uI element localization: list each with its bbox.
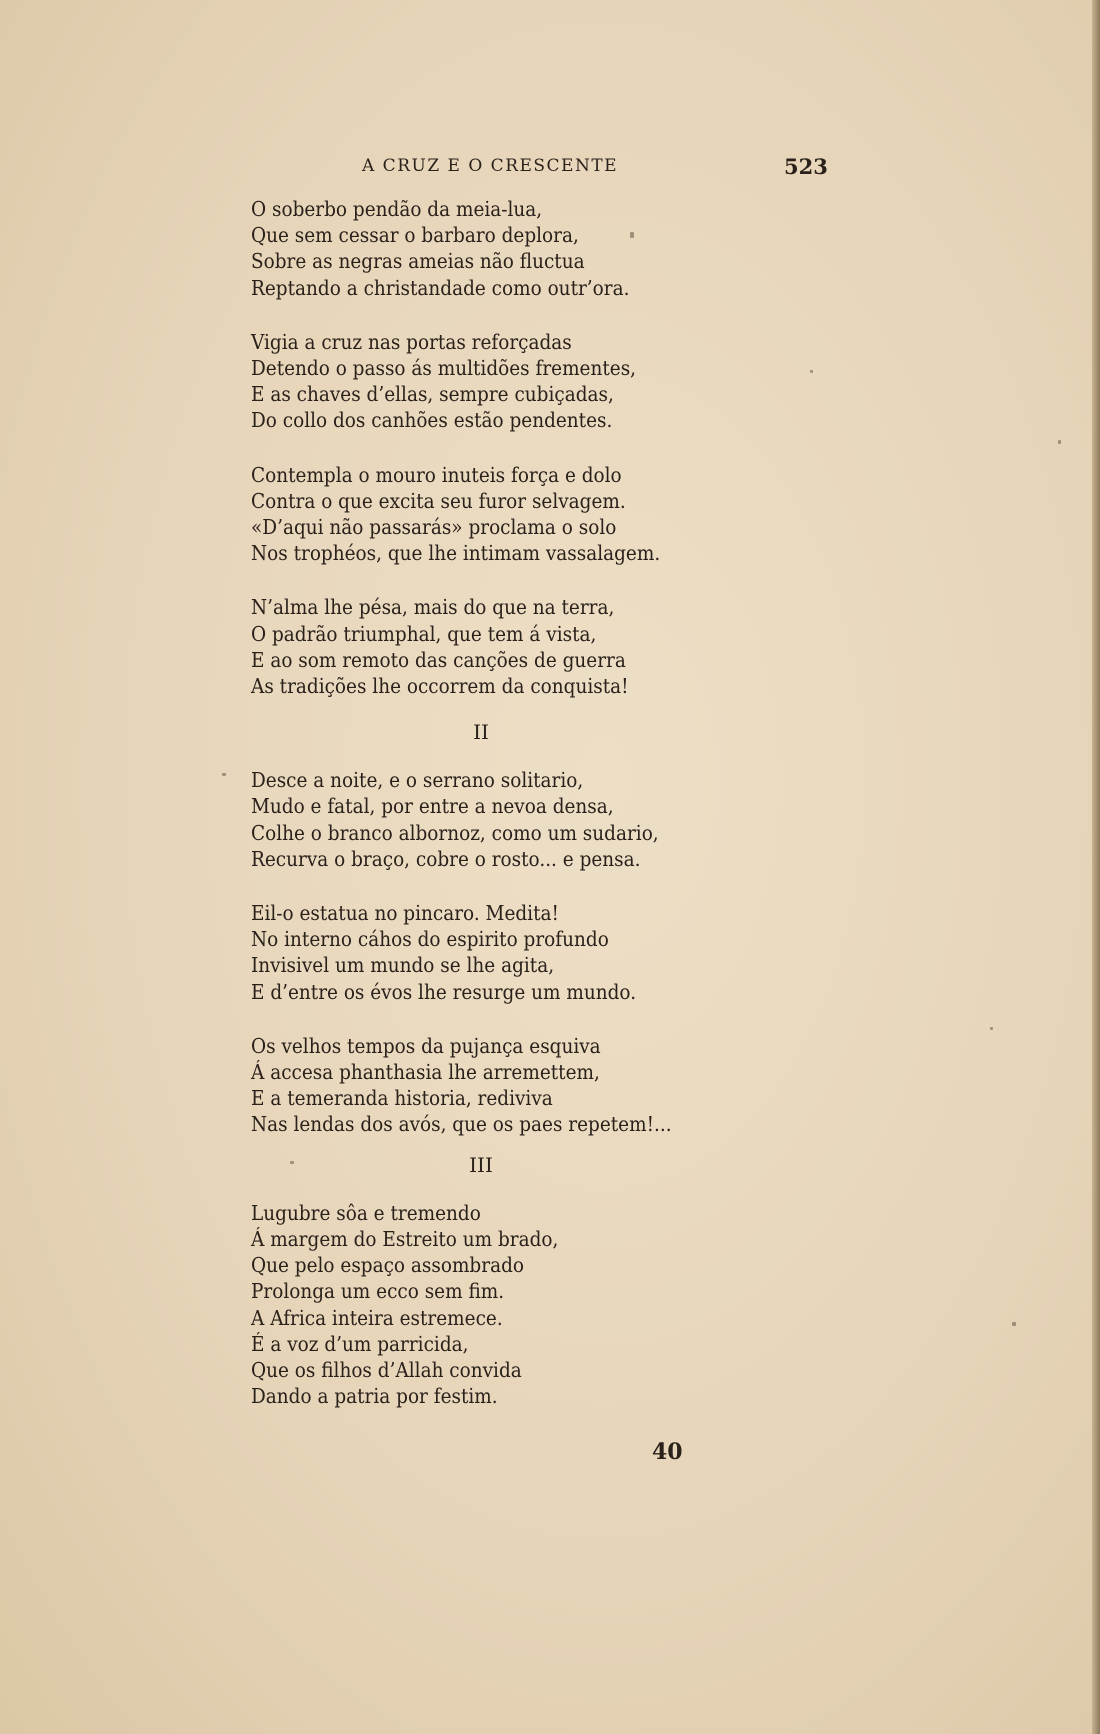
verse-line: O soberbo pendão da meia-lua, — [251, 197, 543, 221]
verse-line: E a temeranda historia, rediviva — [251, 1086, 553, 1111]
section-heading-iii: III — [469, 1152, 493, 1177]
verse-line: Contempla o mouro inuteis força e dolo — [251, 462, 622, 487]
verse-line: Á margem do Estreito um brado, — [251, 1226, 559, 1251]
verse-line: Prolonga um ecco sem fim. — [251, 1279, 505, 1304]
stanza — [251, 900, 811, 1005]
verse-line: Eil-o estatua no pincaro. Medita! — [251, 901, 559, 926]
running-head: A CRUZ E O CRESCENTE — [362, 156, 619, 176]
paper-speck — [1012, 1322, 1016, 1326]
verse-line: Os velhos tempos da pujança esquiva — [251, 1033, 601, 1058]
verse-line: Vigia a cruz nas portas reforçadas — [251, 329, 572, 354]
verse-line: As tradições lhe occorrem da conquista! — [251, 674, 629, 699]
stanza — [251, 196, 811, 301]
verse-line: N’alma lhe pésa, mais do que na terra, — [251, 595, 615, 620]
verse-line: Desce a noite, e o serrano solitario, — [251, 768, 584, 793]
stanza — [251, 1033, 811, 1138]
verse-line: Recurva o braço, cobre o rosto... e pensa. — [251, 846, 641, 871]
verse-line: Contra o que excita seu furor selvagem. — [251, 488, 626, 513]
verse-line: Que sem cessar o barbaro deplora, — [251, 223, 579, 248]
verse-line: Sobre as negras ameias não fluctua — [251, 249, 585, 274]
paper-speck — [1058, 440, 1061, 444]
paper-speck — [222, 773, 226, 776]
verse-line: É a voz d’um parricida, — [251, 1331, 469, 1356]
stanza — [251, 462, 811, 567]
stanza — [251, 1200, 811, 1410]
verse-line: O padrão triumphal, que tem á vista, — [251, 621, 597, 646]
verse-line: Detendo o passo ás multidões frementes, — [251, 356, 637, 381]
verse-line: E ao som remoto das canções de guerra — [251, 647, 626, 672]
verse-line: Do collo dos canhões estão pendentes. — [251, 408, 613, 433]
stanza — [251, 767, 811, 872]
verse-line: Dando a patria por festim. — [251, 1384, 498, 1409]
stanza — [251, 329, 811, 434]
verse-line: «D’aqui não passarás» proclama o solo — [251, 515, 617, 540]
page-number: 523 — [784, 154, 828, 179]
verse-line: A Africa inteira estremece. — [251, 1305, 503, 1330]
verse-line: Que os filhos d’Allah convida — [251, 1357, 522, 1382]
section-heading-ii: II — [473, 720, 489, 745]
verse-line: Lugubre sôa e tremendo — [251, 1200, 481, 1225]
stanza — [251, 594, 811, 699]
verse-line: Invisivel um mundo se lhe agita, — [251, 953, 555, 978]
verse-line: Que pelo espaço assombrado — [251, 1253, 524, 1278]
verse-line: Á accesa phanthasia lhe arremettem, — [251, 1060, 600, 1085]
page-edge — [1092, 0, 1100, 1734]
verse-line: E as chaves d’ellas, sempre cubiçadas, — [251, 382, 614, 407]
verse-line: Nas lendas dos avós, que os paes repetem!... — [251, 1112, 672, 1137]
verse-line: Reptando a christandade como outr’ora. — [251, 275, 630, 300]
verse-line: No interno cáhos do espirito profundo — [251, 927, 609, 952]
verse-line: Mudo e fatal, por entre a nevoa densa, — [251, 794, 614, 819]
signature-mark: 40 — [652, 1439, 683, 1465]
poem-body — [251, 196, 811, 1409]
verse-line: Nos trophéos, que lhe intimam vassalagem. — [251, 541, 661, 566]
verse-line: E d’entre os évos lhe resurge um mundo. — [251, 979, 637, 1004]
paper-speck — [990, 1027, 993, 1030]
verse-line: Colhe o branco albornoz, como um sudario, — [251, 820, 659, 845]
